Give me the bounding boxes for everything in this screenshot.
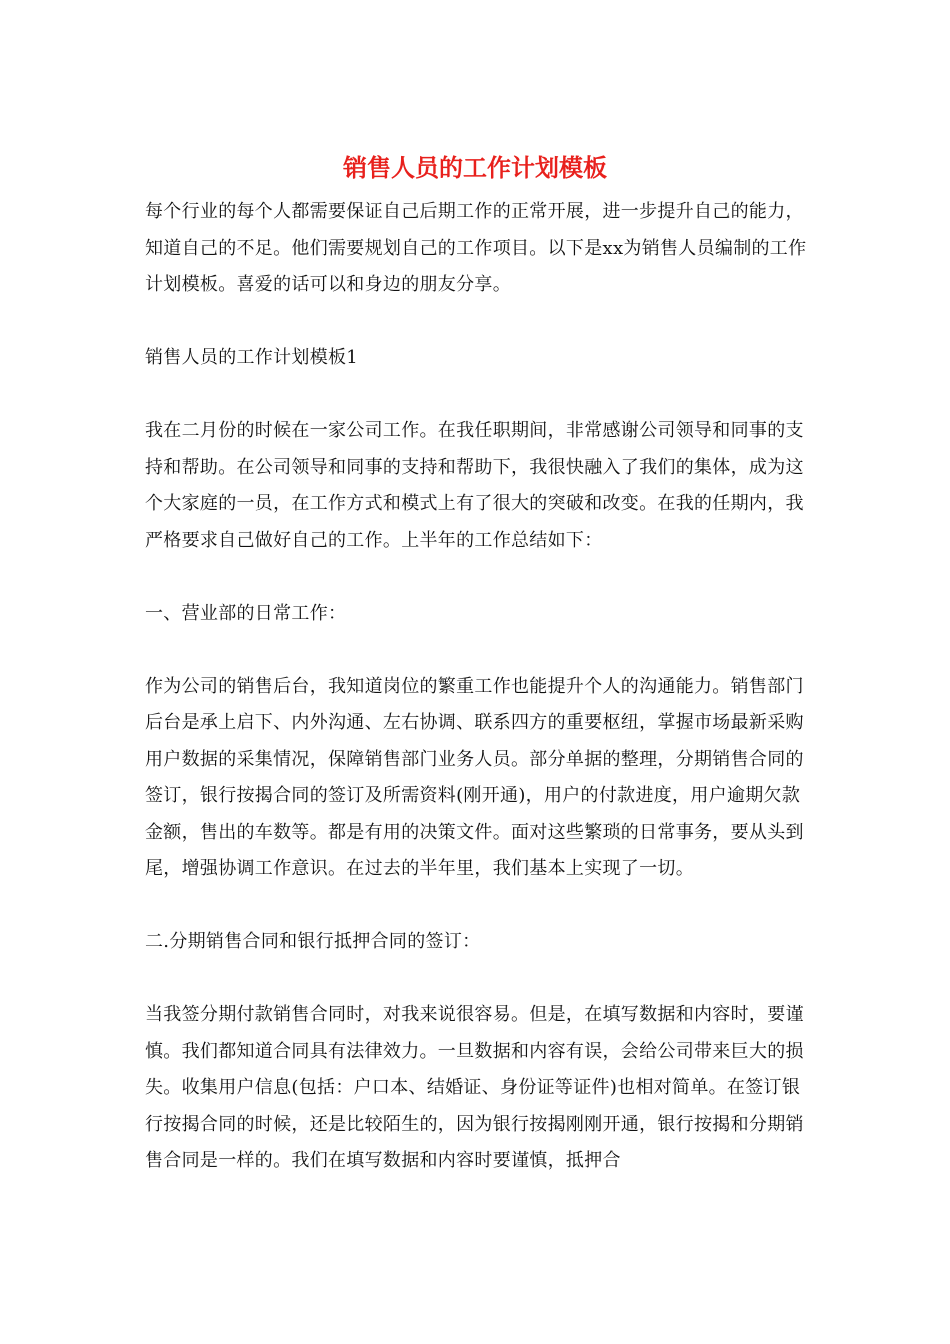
intro-paragraph: 每个行业的每个人都需要保证自己后期工作的正常开展，进一步提升自己的能力，知道自己的不足。他们需要规划自己的工作项目。以下是xx为销售人员编制的工作计划模板。喜爱的话可以和身边的朋友分享。	[145, 201, 807, 295]
paragraph-spacer	[145, 888, 810, 925]
paragraph-spacer	[145, 632, 810, 669]
section-heading-contracts: 二.分期销售合同和银行抵押合同的签订：	[145, 931, 481, 952]
document-title: 销售人员的工作计划模板	[343, 153, 607, 182]
body-paragraph: 我在二月份的时候在一家公司工作。在我任职期间，非常感谢公司领导和同事的支持和帮助。在公司领导和同事的支持和帮助下，我很快融入了我们的集体，成为这个大家庭的一员，在工作方式和模式上有了很大的突破和改变。在我的任期内，我严格要求自己做好自己的工作。上半年的工作总结如下：	[145, 420, 804, 551]
paragraph-spacer	[145, 961, 810, 998]
paragraph-spacer	[145, 377, 810, 414]
paragraph-spacer	[145, 304, 810, 341]
body-paragraph: 作为公司的销售后台，我知道岗位的繁重工作也能提升个人的沟通能力。销售部门后台是承上启下、内外沟通、左右协调、联系四方的重要枢纽，掌握市场最新采购用户数据的采集情况，保障销售部门业务人员。部分单据的整理，分期销售合同的签订，银行按揭合同的签订及所需资料(刚开通)，用户的付款进度，用户逾期欠款金额，售出的车数等。都是有用的决策文件。面对这些繁琐的日常事务，要从头到尾，增强协调工作意识。在过去的半年里，我们基本上实现了一切。	[145, 675, 804, 879]
body-paragraph: 当我签分期付款销售合同时，对我来说很容易。但是，在填写数据和内容时，要谨慎。我们都知道合同具有法律效力。一旦数据和内容有误，会给公司带来巨大的损失。收集用户信息(包括：户口本、结婚证、身份证等证件)也相对简单。在签订银行按揭合同的时候，还是比较陌生的，因为银行按揭刚刚开通，银行按揭和分期销售合同是一样的。我们在填写数据和内容时要谨慎，抵押合	[145, 1004, 804, 1171]
document-body	[145, 194, 810, 1180]
section-heading-template-1: 销售人员的工作计划模板1	[145, 347, 359, 368]
paragraph-spacer	[145, 559, 810, 596]
section-heading-daily-work: 一、营业部的日常工作：	[145, 602, 347, 624]
